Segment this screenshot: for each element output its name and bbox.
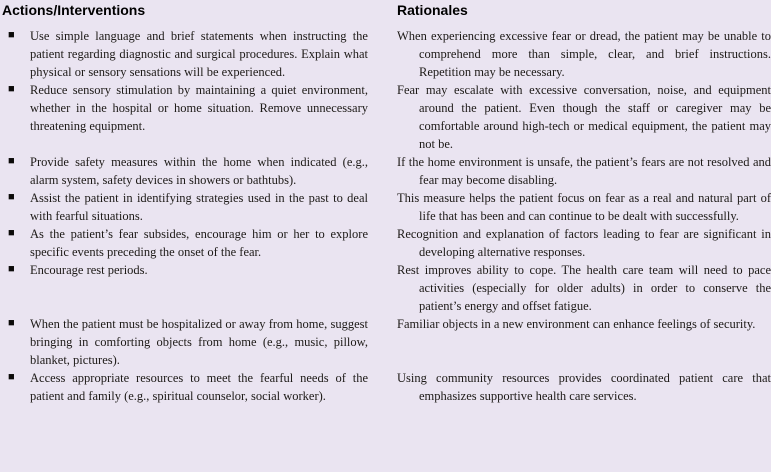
rationales-column-header: Rationales: [397, 2, 468, 18]
action-item: [0, 261, 368, 315]
action-text: When the patient must be hospitalized or away from home, suggest bringing in comforting objects from home (e.g., music, pillow, blanket, pictures).: [30, 317, 368, 367]
square-bullet-icon: ■: [8, 317, 15, 329]
square-bullet-icon: ■: [8, 263, 15, 275]
action-text: Use simple language and brief statements when instructing the patient regarding diagnostic and surgical procedures. Explain what physical or sensory sensations will be experienced.: [30, 29, 368, 79]
actions-rationales-table: [0, 2, 771, 405]
square-bullet-icon: ■: [8, 371, 15, 383]
action-item: [0, 189, 368, 225]
square-bullet-icon: ■: [8, 227, 15, 239]
action-text: Assist the patient in identifying strategies used in the past to deal with fearful situations.: [30, 191, 368, 223]
action-text: Encourage rest periods.: [30, 263, 148, 277]
action-text: Reduce sensory stimulation by maintaining a quiet environment, whether in the hospital or home situation. Remove unnecessary threatening equipment.: [30, 83, 368, 133]
action-text: Access appropriate resources to meet the fearful needs of the patient and family (e.g., spiritual counselor, social worker).: [30, 371, 368, 403]
rationale-text: If the home environment is unsafe, the patient’s fears are not resolved and fear may become disabling.: [397, 155, 771, 187]
actions-column-header: Actions/Interventions: [2, 2, 146, 18]
action-item: [0, 153, 368, 189]
square-bullet-icon: ■: [8, 29, 15, 41]
rationale-text: When experiencing excessive fear or dread, the patient may be unable to comprehend more than simple, clear, and brief instructions. Repetition may be necessary.: [397, 29, 771, 79]
action-text: Provide safety measures within the home when indicated (e.g., alarm system, safety devices in showers or bathtubs).: [30, 155, 368, 187]
square-bullet-icon: ■: [8, 191, 15, 203]
square-bullet-icon: ■: [8, 155, 15, 167]
square-bullet-icon: ■: [8, 83, 15, 95]
action-item: [0, 225, 368, 261]
rationale-text: Fear may escalate with excessive conversation, noise, and equipment around the patient. Even though the staff or caregiver may be comfortable around high-tech or medical equipment, the patient may not be.: [397, 83, 771, 151]
action-item: [0, 27, 368, 81]
action-item: [0, 81, 368, 153]
rationale-text: This measure helps the patient focus on fear as a real and natural part of life that has been and can continue to be dealt with successfully.: [397, 191, 771, 223]
rationale-text: Familiar objects in a new environment can enhance feelings of security.: [397, 317, 756, 331]
rationale-text: Recognition and explanation of factors leading to fear are significant in developing alternative responses.: [397, 227, 771, 259]
action-item: [0, 315, 368, 369]
action-text: As the patient’s fear subsides, encourage him or her to explore specific events preceding the onset of the fear.: [30, 227, 368, 259]
rationale-text: Using community resources provides coordinated patient care that emphasizes supportive health care services.: [397, 371, 771, 403]
action-item: [0, 369, 368, 405]
rationale-text: Rest improves ability to cope. The health care team will need to pace activities (especially for older adults) in order to conserve the patient’s energy and offset fatigue.: [397, 263, 771, 313]
